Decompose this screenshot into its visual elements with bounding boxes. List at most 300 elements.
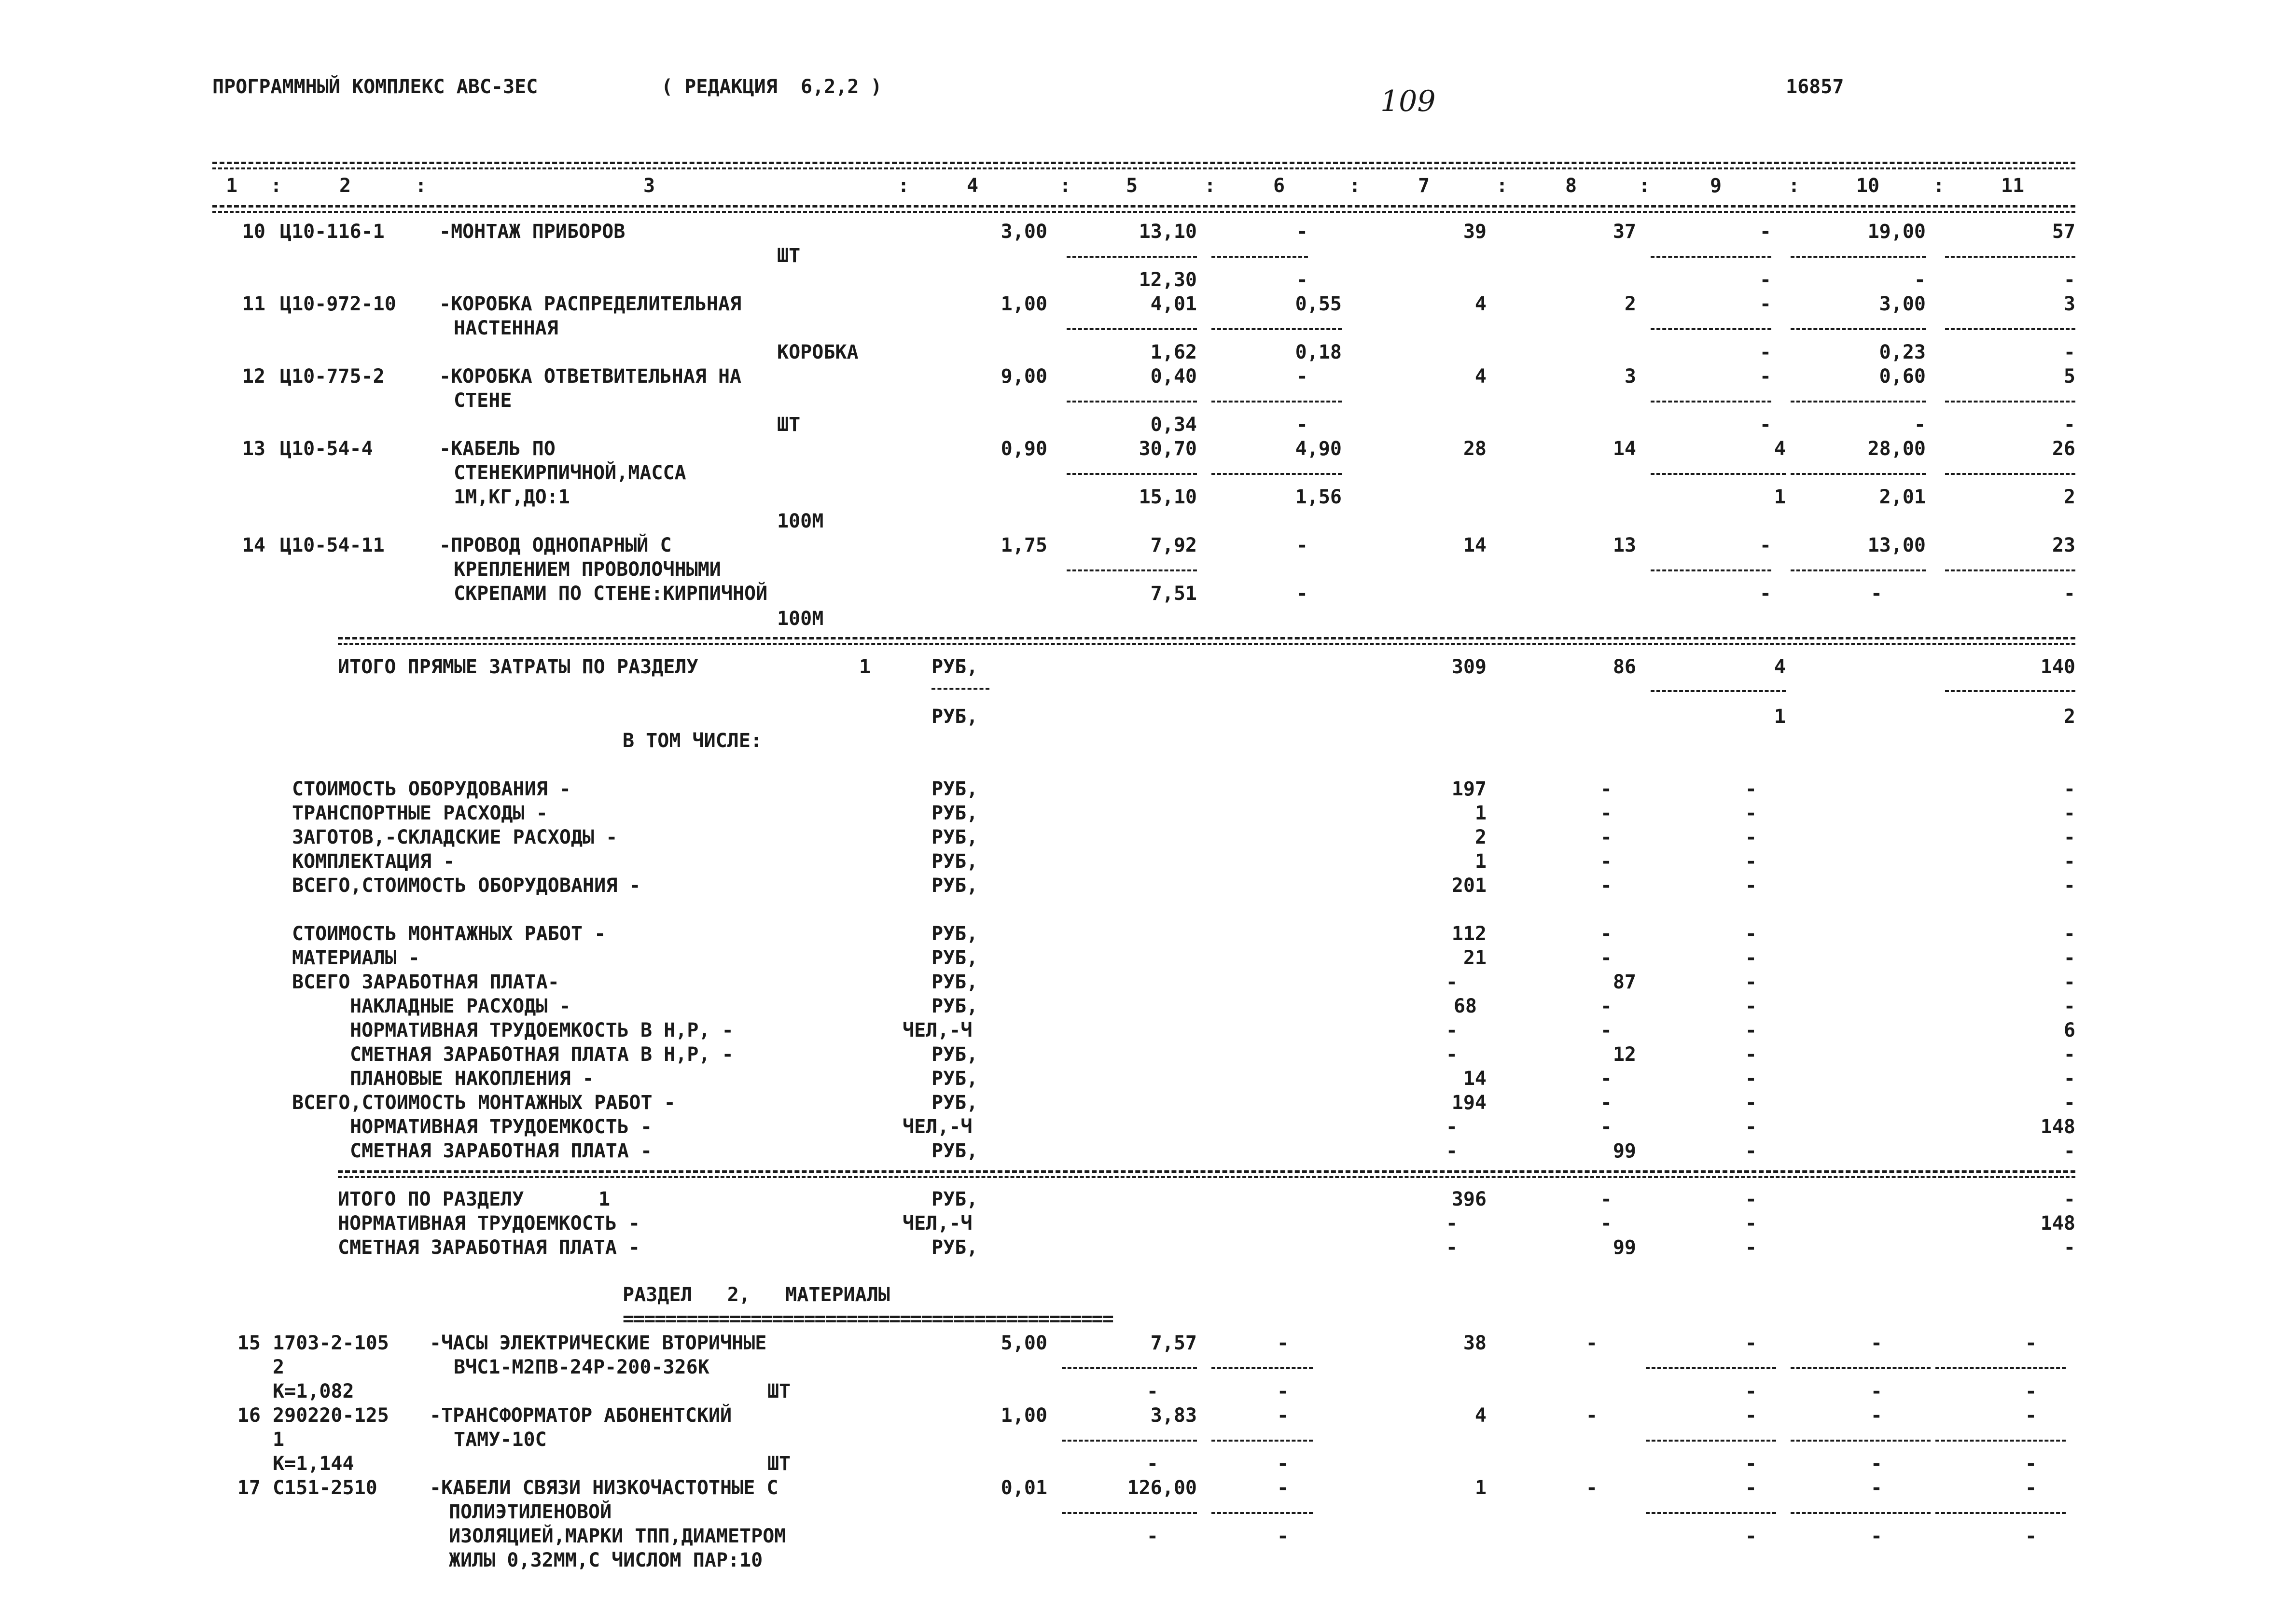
col-7: 194	[1451, 1092, 1487, 1114]
col-11-sub: 2	[2063, 486, 2075, 508]
col-6: -	[1277, 1332, 1289, 1354]
col-7: -	[1446, 1116, 1458, 1138]
unit: РУБ,	[931, 1188, 978, 1210]
header-rule-bottom-2	[212, 211, 2075, 213]
col-7: -	[1446, 1043, 1458, 1066]
direct-costs-section: 1	[859, 656, 871, 678]
unit: РУБ,	[931, 850, 978, 873]
col-10: 19,00	[1867, 221, 1926, 243]
col-9: -	[1745, 1236, 1757, 1259]
col-8: -	[1585, 1404, 1598, 1427]
col-7: 4	[1474, 1404, 1487, 1427]
divider	[1651, 473, 1786, 475]
document-code: 16857	[1786, 76, 1844, 98]
col-8: 13	[1613, 534, 1636, 556]
divider	[1945, 256, 2075, 258]
divider	[1211, 256, 1308, 258]
divider	[1062, 1367, 1197, 1369]
column-separator: :	[1059, 175, 1071, 197]
price-coefficient: К=1,082	[273, 1380, 354, 1402]
col-9: -	[1745, 778, 1757, 800]
col-5-sub: 15,10	[1139, 486, 1197, 508]
item-number: 14	[242, 534, 265, 556]
column-header: 4	[966, 175, 979, 197]
summary-label: СТОИМОСТЬ МОНТАЖНЫХ РАБОТ -	[292, 923, 606, 945]
divider	[1651, 256, 1771, 258]
header-rule-bottom	[212, 205, 2075, 208]
column-header: 10	[1856, 175, 1880, 197]
summary-label: СМЕТНАЯ ЗАРАБОТНАЯ ПЛАТА -	[338, 1236, 640, 1259]
summary-label: КОМПЛЕКТАЦИЯ -	[292, 850, 455, 873]
divider	[1791, 401, 1926, 403]
program-title: ПРОГРАММНЫЙ КОМПЛЕКС АВС-3ЕС	[212, 76, 538, 98]
col-11: -	[2063, 778, 2075, 800]
col-11-sub: 2	[2063, 706, 2075, 728]
unit: РУБ,	[931, 923, 978, 945]
col-4: 5,00	[1001, 1332, 1047, 1354]
col-11-sub: -	[2063, 583, 2075, 605]
item-code: Ц10-54-11	[280, 534, 385, 556]
summary-label: НОРМАТИВНАЯ ТРУДОЕМКОСТЬ -	[338, 1212, 640, 1235]
col-9: -	[1745, 995, 1757, 1017]
item-unit: 100М	[777, 510, 824, 532]
column-header: 5	[1126, 175, 1138, 197]
col-7: 14	[1463, 534, 1487, 556]
divider	[1067, 401, 1197, 403]
item-name-cont: КРЕПЛЕНИЕМ ПРОВОЛОЧНЫМИ	[454, 558, 721, 581]
column-header: 2	[339, 175, 351, 197]
unit: РУБ,	[931, 656, 978, 678]
section-2-title: РАЗДЕЛ 2, МАТЕРИАЛЫ	[623, 1284, 890, 1306]
including-label: В ТОМ ЧИСЛЕ:	[623, 730, 762, 752]
item-unit: ШТ	[777, 414, 801, 436]
unit: РУБ,	[931, 802, 978, 824]
divider	[931, 688, 989, 690]
column-separator: :	[1496, 175, 1508, 197]
column-header: 8	[1565, 175, 1577, 197]
col-11: -	[2063, 947, 2075, 969]
col-5: 7,92	[1150, 534, 1197, 556]
item-number: 13	[242, 438, 265, 460]
divider	[1211, 328, 1342, 330]
col-5: 30,70	[1139, 438, 1197, 460]
col-5-sub: 1,62	[1150, 341, 1197, 363]
col-8: -	[1600, 850, 1612, 873]
item-unit: ШТ	[767, 1380, 791, 1402]
col-6: -	[1277, 1477, 1289, 1499]
item-name: -КОРОБКА РАСПРЕДЕЛИТЕЛЬНАЯ	[439, 293, 742, 315]
unit: РУБ,	[931, 874, 978, 897]
divider	[1646, 1440, 1776, 1442]
unit: РУБ,	[931, 706, 978, 728]
col-11: -	[2063, 1236, 2075, 1259]
col-9-sub: -	[1759, 269, 1771, 291]
col-5: 13,10	[1139, 221, 1197, 243]
col-9: -	[1745, 923, 1757, 945]
col-7: -	[1446, 1236, 1458, 1259]
col-7: 2	[1474, 826, 1487, 848]
column-header: 1	[225, 175, 238, 197]
col-7: 309	[1451, 656, 1487, 678]
col-10-sub: -	[1870, 1380, 1882, 1402]
col-9-sub: -	[1759, 583, 1771, 605]
item-name-cont: ИЗОЛЯЦИЕЙ,МАРКИ ТПП,ДИАМЕТРОМ	[449, 1525, 786, 1547]
col-4: 1,75	[1001, 534, 1047, 556]
col-4: 1,00	[1001, 293, 1047, 315]
col-6-sub: 0,18	[1295, 341, 1342, 363]
item-name: -МОНТАЖ ПРИБОРОВ	[439, 221, 626, 243]
col-11: -	[2025, 1477, 2037, 1499]
item-code-sub: 1	[273, 1429, 285, 1451]
divider	[1945, 328, 2075, 330]
item-unit: КОРОБКА	[777, 341, 859, 363]
item-number: 15	[237, 1332, 261, 1354]
col-8: -	[1585, 1477, 1598, 1499]
divider	[1791, 1512, 1931, 1514]
item-code: С151-2510	[273, 1477, 377, 1499]
item-name-cont: ЖИЛЫ 0,32ММ,С ЧИСЛОМ ПАР:10	[449, 1549, 763, 1571]
col-10: 0,60	[1879, 365, 1926, 388]
col-9: -	[1745, 1068, 1757, 1090]
item-code: Ц10-775-2	[280, 365, 385, 388]
col-9: -	[1759, 365, 1771, 388]
col-10: 28,00	[1867, 438, 1926, 460]
col-9: -	[1759, 293, 1771, 315]
divider	[1935, 1367, 2066, 1369]
col-9-sub: -	[1759, 414, 1771, 436]
col-11-sub: -	[2063, 269, 2075, 291]
divider	[1067, 256, 1197, 258]
col-11: -	[2063, 923, 2075, 945]
col-9: 4	[1774, 438, 1786, 460]
column-header: 3	[643, 175, 655, 197]
column-header: 9	[1710, 175, 1722, 197]
divider	[1646, 1367, 1776, 1369]
col-11: 148	[2040, 1212, 2075, 1235]
col-11: -	[2063, 802, 2075, 824]
col-11-sub: -	[2025, 1525, 2037, 1547]
col-8: -	[1600, 874, 1612, 897]
summary-label: СМЕТНАЯ ЗАРАБОТНАЯ ПЛАТА -	[350, 1140, 653, 1162]
col-5-sub: -	[1146, 1525, 1158, 1547]
col-6: -	[1296, 365, 1308, 388]
col-9: -	[1745, 850, 1757, 873]
col-10: 3,00	[1879, 293, 1926, 315]
divider	[1651, 569, 1771, 571]
item-number: 17	[237, 1477, 261, 1499]
unit: ЧЕЛ,-Ч	[903, 1019, 973, 1041]
col-11: -	[2063, 1068, 2075, 1090]
col-9: -	[1745, 1404, 1757, 1427]
col-5-sub: -	[1146, 1380, 1158, 1402]
col-11: 26	[2052, 438, 2075, 460]
divider	[1945, 401, 2075, 403]
col-5-sub: 0,34	[1150, 414, 1197, 436]
summary-label: МАТЕРИАЛЫ -	[292, 947, 420, 969]
edition-label: ( РЕДАКЦИЯ 6,2,2 )	[661, 76, 882, 98]
col-11: -	[2025, 1404, 2037, 1427]
col-7: 14	[1463, 1068, 1487, 1090]
unit: РУБ,	[931, 971, 978, 993]
item-name: -ТРАНСФОРМАТОР АБОНЕНТСКИЙ	[430, 1404, 732, 1427]
col-4: 3,00	[1001, 221, 1047, 243]
col-9: -	[1745, 1140, 1757, 1162]
col-9-sub: -	[1745, 1453, 1757, 1475]
divider	[1651, 690, 1786, 692]
divider	[1067, 569, 1197, 571]
col-5: 0,40	[1150, 365, 1197, 388]
col-8: -	[1600, 1212, 1612, 1235]
col-10-sub: -	[1870, 1525, 1882, 1547]
col-8: -	[1585, 1332, 1598, 1354]
column-header: 7	[1418, 175, 1430, 197]
summary-label: СМЕТНАЯ ЗАРАБОТНАЯ ПЛАТА В Н,Р, -	[350, 1043, 734, 1066]
col-7: 21	[1463, 947, 1487, 969]
col-10: -	[1870, 1404, 1882, 1427]
unit: РУБ,	[931, 1043, 978, 1066]
col-11: 140	[2040, 656, 2075, 678]
item-unit: ШТ	[777, 245, 801, 267]
col-11-sub: -	[2025, 1453, 2037, 1475]
item-name: -ПРОВОД ОДНОПАРНЫЙ С	[439, 534, 672, 556]
divider	[1062, 1440, 1197, 1442]
col-7: -	[1446, 971, 1458, 993]
col-8: 99	[1613, 1236, 1636, 1259]
col-8: 12	[1613, 1043, 1636, 1066]
col-11-sub: -	[2063, 341, 2075, 363]
col-7: 39	[1463, 221, 1487, 243]
summary-label: ВСЕГО,СТОИМОСТЬ ОБОРУДОВАНИЯ -	[292, 874, 641, 897]
divider	[1067, 473, 1197, 475]
col-6-sub: 1,56	[1295, 486, 1342, 508]
item-name: -КАБЕЛИ СВЯЗИ НИЗКОЧАСТОТНЫЕ С	[430, 1477, 779, 1499]
col-6: -	[1296, 534, 1308, 556]
col-7: 1	[1474, 1477, 1487, 1499]
divider	[1791, 473, 1926, 475]
item-code: Ц10-116-1	[280, 221, 385, 243]
divider	[1791, 256, 1926, 258]
col-11: -	[2063, 1043, 2075, 1066]
item-name: -КАБЕЛЬ ПО	[439, 438, 556, 460]
col-8: -	[1600, 826, 1612, 848]
unit: РУБ,	[931, 1068, 978, 1090]
col-9-sub: 1	[1774, 486, 1786, 508]
column-separator: :	[1349, 175, 1361, 197]
section-2-underline: ==============================================	[623, 1309, 1113, 1329]
unit: ЧЕЛ,-Ч	[903, 1212, 973, 1235]
col-9: -	[1745, 874, 1757, 897]
col-11: 57	[2052, 221, 2075, 243]
item-number: 11	[242, 293, 265, 315]
unit: РУБ,	[931, 826, 978, 848]
column-separator: :	[1639, 175, 1651, 197]
col-6: -	[1296, 221, 1308, 243]
col-10: -	[1870, 1477, 1882, 1499]
unit: РУБ,	[931, 778, 978, 800]
col-4: 0,90	[1001, 438, 1047, 460]
summary-label: НОРМАТИВНАЯ ТРУДОЕМКОСТЬ В Н,Р, -	[350, 1019, 734, 1041]
divider	[1791, 1440, 1931, 1442]
col-7: 68	[1453, 995, 1477, 1017]
col-7: 1	[1474, 850, 1487, 873]
col-11: -	[2063, 1092, 2075, 1114]
col-5: 4,01	[1150, 293, 1197, 315]
col-6: -	[1277, 1404, 1289, 1427]
summary-label: ПЛАНОВЫЕ НАКОПЛЕНИЯ -	[350, 1068, 594, 1090]
summary-label: ВСЕГО,СТОИМОСТЬ МОНТАЖНЫХ РАБОТ -	[292, 1092, 676, 1114]
col-7: -	[1446, 1212, 1458, 1235]
divider	[1211, 1440, 1313, 1442]
col-10-sub: -	[1914, 414, 1926, 436]
col-7: 4	[1474, 365, 1487, 388]
col-7: 38	[1463, 1332, 1487, 1354]
header-rule-top	[212, 162, 2075, 164]
section-rule	[338, 637, 2075, 639]
col-6: 0,55	[1295, 293, 1342, 315]
item-number: 10	[242, 221, 265, 243]
col-5-sub: 7,51	[1150, 583, 1197, 605]
col-10-sub: 2,01	[1879, 486, 1926, 508]
col-8: -	[1600, 1068, 1612, 1090]
item-name-cont: СТЕНЕ	[454, 389, 512, 412]
item-name-cont: НАСТЕННАЯ	[454, 317, 558, 339]
divider	[1935, 1512, 2066, 1514]
divider	[1211, 473, 1342, 475]
col-11: -	[2063, 995, 2075, 1017]
divider	[1945, 473, 2075, 475]
col-6-sub: -	[1277, 1380, 1289, 1402]
divider	[1651, 328, 1771, 330]
unit: РУБ,	[931, 1236, 978, 1259]
col-4: 1,00	[1001, 1404, 1047, 1427]
col-8: 86	[1613, 656, 1636, 678]
col-7: 28	[1463, 438, 1487, 460]
col-7: 4	[1474, 293, 1487, 315]
col-9: -	[1745, 1043, 1757, 1066]
item-name-cont: ПОЛИЭТИЛЕНОВОЙ	[449, 1501, 612, 1523]
col-11-sub: -	[2063, 414, 2075, 436]
col-6-sub: -	[1277, 1525, 1289, 1547]
col-6-sub: -	[1296, 583, 1308, 605]
unit: ЧЕЛ,-Ч	[903, 1116, 973, 1138]
col-8: -	[1600, 1116, 1612, 1138]
item-code-sub: 2	[273, 1356, 285, 1378]
col-8: -	[1600, 923, 1612, 945]
item-name-cont: СТЕНЕКИРПИЧНОЙ,МАССА	[454, 462, 686, 484]
item-name-cont: ВЧС1-М2ПВ-24Р-200-326К	[454, 1356, 709, 1378]
item-name-cont: СКРЕПАМИ ПО СТЕНЕ:КИРПИЧНОЙ	[454, 583, 768, 605]
col-11: -	[2063, 1140, 2075, 1162]
divider	[1935, 1440, 2066, 1442]
col-11: 3	[2063, 293, 2075, 315]
col-11: -	[2063, 1188, 2075, 1210]
col-11: -	[2063, 826, 2075, 848]
col-9: -	[1745, 1477, 1757, 1499]
col-7: 112	[1451, 923, 1487, 945]
col-7: 1	[1474, 802, 1487, 824]
col-8: -	[1600, 1188, 1612, 1210]
col-10-sub: -	[1870, 1453, 1882, 1475]
col-4: 9,00	[1001, 365, 1047, 388]
col-10: -	[1870, 1332, 1882, 1354]
col-9: -	[1745, 1019, 1757, 1041]
column-separator: :	[270, 175, 282, 197]
price-coefficient: К=1,144	[273, 1453, 354, 1475]
column-separator: :	[1933, 175, 1945, 197]
col-11-sub: -	[2025, 1380, 2037, 1402]
col-9: -	[1745, 947, 1757, 969]
col-7: 396	[1451, 1188, 1487, 1210]
direct-costs-label: ИТОГО ПРЯМЫЕ ЗАТРАТЫ ПО РАЗДЕЛУ	[338, 656, 698, 678]
col-9-sub: 1	[1774, 706, 1786, 728]
col-6-sub: -	[1277, 1453, 1289, 1475]
unit: РУБ,	[931, 947, 978, 969]
col-7: 201	[1451, 874, 1487, 897]
col-10-sub: -	[1870, 583, 1882, 605]
col-6-sub: -	[1296, 269, 1308, 291]
section-rule-2	[338, 1176, 2075, 1178]
col-8: -	[1600, 778, 1612, 800]
col-9: -	[1745, 802, 1757, 824]
col-11: 23	[2052, 534, 2075, 556]
summary-label: ЗАГОТОВ,-СКЛАДСКИЕ РАСХОДЫ -	[292, 826, 618, 848]
column-separator: :	[415, 175, 427, 197]
item-unit: 100М	[777, 608, 824, 630]
unit: РУБ,	[931, 995, 978, 1017]
col-11: -	[2063, 971, 2075, 993]
col-5-sub: 12,30	[1139, 269, 1197, 291]
col-7: -	[1446, 1019, 1458, 1041]
col-9: -	[1745, 1116, 1757, 1138]
unit: РУБ,	[931, 1140, 978, 1162]
item-name-cont: 1М,КГ,ДО:1	[454, 486, 570, 508]
item-code: 290220-125	[273, 1404, 389, 1427]
col-8: 87	[1613, 971, 1636, 993]
col-9: -	[1745, 1212, 1757, 1235]
col-9: -	[1745, 1332, 1757, 1354]
col-5: 7,57	[1150, 1332, 1197, 1354]
summary-label: СТОИМОСТЬ ОБОРУДОВАНИЯ -	[292, 778, 571, 800]
col-10: 13,00	[1867, 534, 1926, 556]
summary-label: ИТОГО ПО РАЗДЕЛУ	[338, 1188, 524, 1210]
divider	[1791, 569, 1926, 571]
col-9: -	[1759, 221, 1771, 243]
col-8: -	[1600, 802, 1612, 824]
section-number: 1	[598, 1188, 611, 1210]
column-separator: :	[898, 175, 910, 197]
divider	[1211, 1512, 1313, 1514]
header-rule-top-2	[212, 167, 2075, 169]
summary-label: НАКЛАДНЫЕ РАСХОДЫ -	[350, 995, 571, 1017]
divider	[1211, 1367, 1313, 1369]
page-number: 109	[1380, 84, 1436, 118]
col-9: -	[1745, 971, 1757, 993]
section-rule-2	[338, 643, 2075, 645]
item-number: 12	[242, 365, 265, 388]
col-10-sub: -	[1914, 269, 1926, 291]
col-8: -	[1600, 1019, 1612, 1041]
col-8: -	[1600, 1092, 1612, 1114]
column-header: 6	[1273, 175, 1285, 197]
item-number: 16	[237, 1404, 261, 1427]
col-10-sub: 0,23	[1879, 341, 1926, 363]
col-4: 0,01	[1001, 1477, 1047, 1499]
section-rule	[338, 1170, 2075, 1173]
col-11: -	[2063, 874, 2075, 897]
column-separator: :	[1788, 175, 1800, 197]
col-11: -	[2063, 850, 2075, 873]
divider	[1211, 401, 1342, 403]
